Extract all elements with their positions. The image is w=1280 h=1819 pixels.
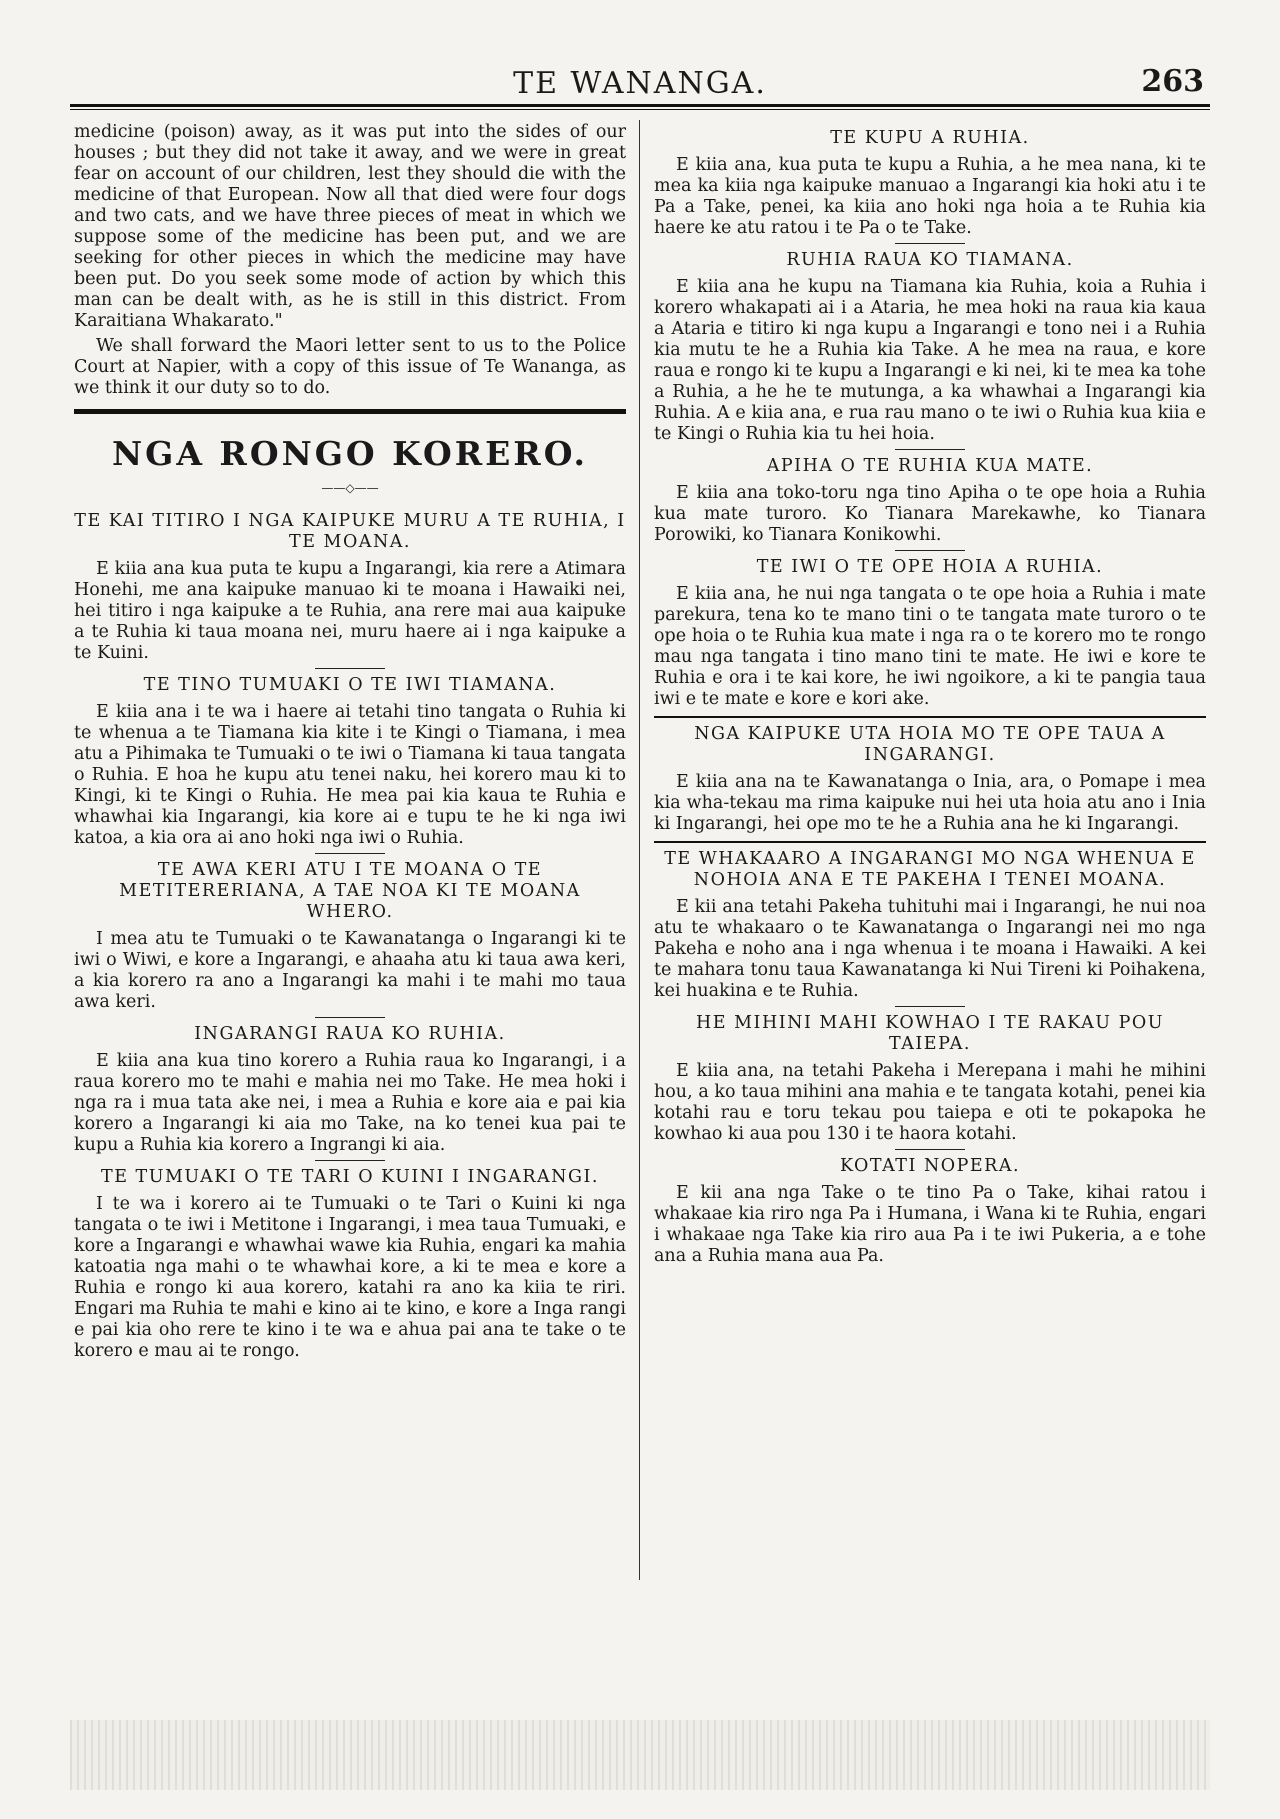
article-rule	[654, 841, 1206, 843]
article-body: E kiia ana toko-toru nga tino Apiha o te ope hoia a Ruhia kua mate turoro. Ko Tianara Marekawhe, ko Tianara Porowiki, ko Tianara Konikowhi.	[654, 483, 1206, 545]
article-body: E kii ana tetahi Pakeha tuhituhi mai i Ingarangi, he nui noa atu te whakaaro o te Kawanatanga o Ingarangi nei mo nga Pakeha e noho ana i nga whenua i te moana i Hawaiki. A kei te mahara tonu taua Kawanatanga ki Nui Tireni ki Poihakena, kei huakina e te Ruhia.	[654, 897, 1206, 1001]
article-heading: HE MIHINI MAHI KOWHAO I TE RAKAU POU TAIEPA.	[696, 1013, 1164, 1054]
article-body: E kiia ana na te Kawanatanga o Inia, ara, o Pomape i mea kia wha-tekau ma rima kaipuke nui hei uta hoia atu ano i Inia ki Ingarangi, hei ope mo te he a Ruhia ana he ki Ingarangi.	[654, 772, 1206, 834]
article-body: E kiia ana, kua puta te kupu a Ruhia, a he mea nana, ki te mea ka kiia nga kaipuke manuao a Ingarangi kia hoki atu i te Pa a Take, penei, ka kiia ano hoki nga hoia a te Ruhia kia haere ke atu ratou i te Pa o te Take.	[654, 155, 1206, 238]
article-body: E kiia ana, he nui nga tangata o te ope hoia a Ruhia i mate parekura, tena ko te mano tini o te tangata mate turoro o te ope hoia o te Ruhia kua mate i nga ra o te korero mo te rongo mau nga tangata i tino mano tini te mate. He iwi e kore te Ruhia e ora i te kai kore, he iwi ngoikore, a ki te pangia taua iwi e te mate e kore e kori ake.	[654, 584, 1206, 709]
newspaper-title: TE WANANGA.	[513, 66, 767, 101]
article-rule	[895, 1149, 965, 1150]
article-rule	[895, 243, 965, 244]
left-column	[74, 122, 626, 1366]
article-heading: TE TINO TUMUAKI O TE IWI TIAMANA.	[143, 675, 557, 695]
masthead	[70, 58, 1210, 102]
article-rule	[895, 1006, 965, 1007]
article-rule	[315, 853, 385, 854]
article-body: E kiia ana i te wa i haere ai tetahi tino tangata o Ruhia ki te whenua a te Tiamana kia kite i te Kingi o Tiamana, i mea atu a Pihimaka te Tumuaki o te iwi o Tiamana ki taua tangata o Ruhia. E hoa he kupu atu tenei naku, hei korero mau ki to Kingi, ki te Kingi o Ruhia. He mea pai kia kaua te Ruhia e whawhai kia Ingarangi, kia kore ai e tupu te he ki nga iwi katoa, a kia ora ai ano hoki nga iwi o Ruhia.	[74, 702, 626, 848]
article-rule	[315, 1160, 385, 1161]
article-rule	[895, 449, 965, 450]
section-title: NGA RONGO KORERO.	[111, 434, 589, 473]
article-heading: TE KAI TITIRO I NGA KAIPUKE MURU A TE RUHIA, I TE MOANA.	[74, 511, 626, 552]
intro-paragraph: medicine (poison) away, as it was put into the sides of our houses ; but they did not take it away, and we were in great fear on account of our children, lest they should die with the medicine of that European. Now all that died were four dogs and two cats, and we have three pieces of meat in which we suppose some of the medicine has been put, and we are seeking for other pieces in which the medicine may have been put. Do you seek some mode of action by which this man can be dealt with, as he is still in this district. From Karaitiana Whakarato."	[74, 122, 626, 331]
article-heading: NGA KAIPUKE UTA HOIA MO TE OPE TAUA A INGARANGI.	[694, 724, 1166, 765]
article-body: E kiia ana, na tetahi Pakeha i Merepana i mahi he mihini hou, a ko taua mihini ana mahia e te tangata kotahi, penei kia kotahi rau e toru tekau pou taiepa e oti te pokapoka he kowhao ki aua pou 130 i te haora kotahi.	[654, 1061, 1206, 1144]
article-heading: INGARANGI RAUA KO RUHIA.	[194, 1024, 506, 1044]
article-rule	[895, 550, 965, 551]
article-body: I te wa i korero ai te Tumuaki o te Tari o Kuini ki nga tangata o te iwi i Metitone i Ingarangi, i mea taua Tumuaki, e kore a Ingarangi e whawhai wawe kia Ruhia, engari ka mahia katoatia nga mahi o te whawhai kore, a ki te mea e kore a Ruhia e rongo ki aua korero, katahi ra ano ka kiia te riri. Engari ma Ruhia te mahi e kino ai te kino, e kore a Inga rangi e pai kia oho rere te kino i te wa e ahua pai ana te take o te korero e mau ai te rongo.	[74, 1194, 626, 1361]
article-body: E kii ana nga Take o te tino Pa o Take, kihai ratou i whakaae kia riro nga Pa i Humana, i Wana ki te Ruhia, engari i whakaae nga Take kia riro aua Pa i te iwi Pukeria, a e tohe ana a Ruhia mana aua Pa.	[654, 1183, 1206, 1266]
ornament-divider: ——◇——	[321, 481, 379, 495]
column-divider	[639, 120, 640, 1580]
article-body: E kiia ana he kupu na Tiamana kia Ruhia, koia a Ruhia i korero whakapati ai i a Ataria, he mea hoki na raua kia kaua a Ataria e titiro ki nga kupu a Ingarangi e tono nei i a Ruhia kia mutu te he a Ruhia kia Take. A he mea na raua, e kore raua e rongo ki te kupu a Ingarangi e ki nei, ki te mea ka tohe a Ruhia, a he he te mutunga, a ka whawhai a Ingarangi kia Ruhia. A e kiia ana, e rua rau mano o te iwi o Ruhia kua kiia e te Kingi o Ruhia kia tu hei hoia.	[654, 277, 1206, 444]
article-heading: APIHA O TE RUHIA KUA MATE.	[766, 456, 1094, 476]
intro-paragraph: We shall forward the Maori letter sent to us to the Police Court at Napier, with a copy of this issue of Te Wananga, as we think it our duty so to do.	[74, 336, 626, 398]
article-body: E kiia ana kua tino korero a Ruhia raua ko Ingarangi, i a raua korero mo te mahi e mahia nei mo Take. He mea hoki i nga ra i mua tata ake nei, i mea a Ruhia e kore aia e pai kia korero a Ingarangi ki aia mo Take, na ko tenei kua pai te kupu a Ruhia kia korero a Ingrangi ki aia.	[74, 1051, 626, 1155]
right-column	[654, 122, 1206, 1271]
section-rule	[74, 409, 626, 414]
article-rule	[315, 1017, 385, 1018]
masthead-rule	[70, 104, 1210, 107]
article-heading: TE WHAKAARO A INGARANGI MO NGA WHENUA E NOHOIA ANA E TE PAKEHA I TENEI MOANA.	[664, 849, 1196, 890]
article-body: E kiia ana kua puta te kupu a Ingarangi, kia rere a Atimara Honehi, me ana kaipuke manuao ki te moana i Hawaiki nei, hei titiro i nga kaipuke a te Ruhia, ana rere mai aua kaipuke a te Ruhia ki taua moana nei, muru haere ai i nga kaipuke a te Kuini.	[74, 559, 626, 663]
article-rule	[654, 716, 1206, 718]
article-heading: TE KUPU A RUHIA.	[830, 128, 1030, 148]
page-edge-noise	[70, 1720, 1210, 1790]
article-rule	[315, 668, 385, 669]
page-number: 263	[1141, 64, 1204, 99]
article-heading: TE TUMUAKI O TE TARI O KUINI I INGARANGI.	[101, 1167, 599, 1187]
article-heading: RUHIA RAUA KO TIAMANA.	[786, 250, 1074, 270]
article-body: I mea atu te Tumuaki o te Kawanatanga o Ingarangi ki te iwi o Wiwi, e kore a Ingarangi, e ahaaha atu ki taua awa keri, a kia korero ra ano a Ingarangi ka mahi i te mahi mo taua awa keri.	[74, 929, 626, 1012]
masthead-rule-thin	[70, 109, 1210, 110]
article-heading: KOTATI NOPERA.	[839, 1156, 1021, 1176]
article-heading: TE AWA KERI ATU I TE MOANA O TE METITERERIANA, A TAE NOA KI TE MOANA WHERO.	[119, 860, 581, 922]
article-heading: TE IWI O TE OPE HOIA A RUHIA.	[756, 557, 1104, 577]
